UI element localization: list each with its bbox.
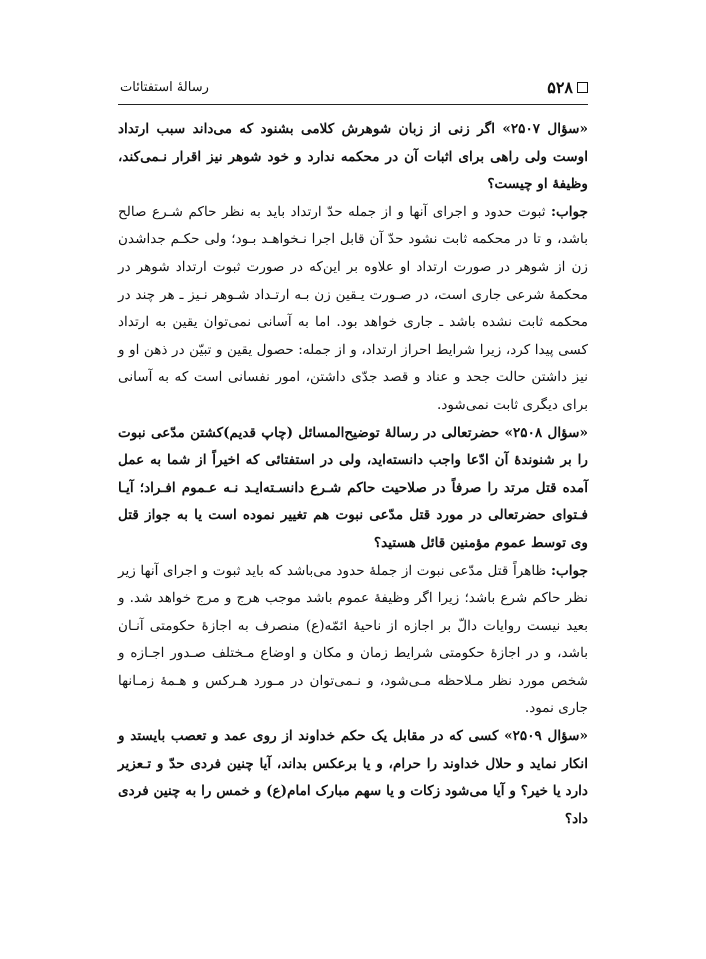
answer-2508: [118, 558, 588, 724]
answer-2507: [118, 199, 588, 420]
square-bullet-icon: [577, 82, 588, 93]
page-number-block: [547, 78, 588, 97]
page-header: [120, 78, 588, 100]
question-2508: «سؤال ۲۵۰۸» حضرتعالی در رسالۀ توضیح‌المسائل (چاپ قدیم)کشتن مدّعی نبوت را بر شنوندۀ آن ادّعا واجب دانسته‌اید، ولی در استفتائی که اخیراً از شما به عمل آمده قتل مرتد را صرفاً در صلاحیت حاکم شـرع دانسـته‌ایـد نـه عـموم افـراد؛ آیـا فـتوای حضرتعالی در مورد قتل مدّعی نبوت هم تغییر نموده است یا به جواز قتل وی توسط عموم مؤمنین قائل هستید؟: [118, 424, 589, 551]
answer-text: ظاهراً قتل مدّعی نبوت از جملۀ حدود می‌باشد که باید ثبوت و اجرای آنها زیر نظر حاکم شرع باشد؛ زیرا اگر وظیفۀ عموم باشد موجب هرج و مرج خواهد شد. و بعید نیست روایات دالّ بر اجازه از ناحیۀ ائمّه(ع) منصرف به اجازۀ حکومتی آنـان باشد، و در اجازۀ حکومتی شرایط زمان و مکان و اوضاع مـختلف صـدور اجـازه و شخص مورد نظر مـلاحظه مـی‌شود، و نـمی‌توان در مـورد هـرکس و هـمۀ زمـانها جاری نمود.: [118, 562, 588, 717]
answer-text: ثبوت حدود و اجرای آنها و از جمله حدّ ارتداد باید به نظر حاکم شـرع صالح باشد، و تا در محکمه ثابت نشود حدّ آن قابل اجرا نـخواهـد بـود؛ ولی حکـم جداشدن زن از شوهر در صورت ارتداد او علاوه بر این‌که در صورت ثبوت ارتداد شوهر در محکمۀ شرعی جاری است، در صـورت یـقین زن بـه ارتـداد شـوهر نـیز ـ هر چند در محکمه ثابت نشده باشد ـ جاری خواهد بود. اما به آسانی نمی‌توان یقین به ارتداد کسی پیدا کرد، زیرا شرایط احراز ارتداد، و از جمله: حصول یقین و تبیّن در ذهن او و نیز داشتن حالت جحد و عناد و قصد جدّی داشتن، امور نفسانی است که به آسانی برای دیگری ثابت نمی‌شود.: [118, 203, 588, 413]
question-2509: «سؤال ۲۵۰۹» کسی که در مقابل یک حکم خداوند از روی عمد و تعصب بایستد و انکار نماید و حلال خداوند را حرام، و یا برعکس بداند، آیا چنین فردی حدّ و تـعزیر دارد یا خیر؟ و آیا می‌شود زکات و یا سهم مبارک امام(ع) و خمس را به چنین فردی داد؟: [118, 728, 589, 827]
page-body: [118, 116, 588, 833]
answer-label: جواب:: [550, 562, 588, 579]
question-2507: «سؤال ۲۵۰۷» اگر زنی از زبان شوهرش کلامی بشنود که می‌داند سبب ارتداد اوست ولی راهی برای اثبات آن در محکمه ندارد و خود شوهر نیز اقرار نـمی‌کند، وظیفۀ او چیست؟: [118, 121, 588, 193]
answer-label: جواب:: [550, 203, 588, 220]
running-title: رسالۀ استفتائات: [120, 80, 209, 95]
page-number: ۵۲۸: [547, 78, 573, 97]
header-divider: [118, 104, 588, 105]
